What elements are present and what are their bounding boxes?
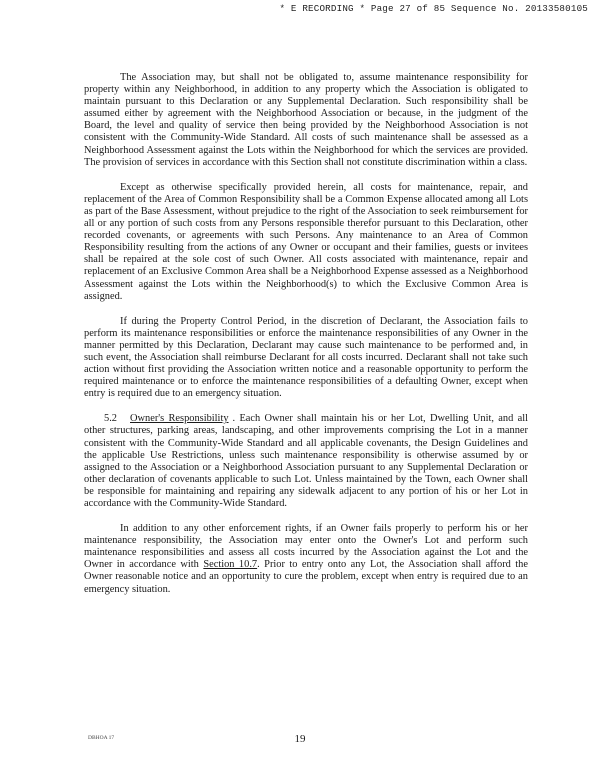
recording-header: * E RECORDING * Page 27 of 85 Sequence No. 20133580105 bbox=[279, 3, 588, 14]
section-title-period: . bbox=[232, 413, 236, 425]
paragraph-maintenance-costs: Except as otherwise specifically provided herein, all costs for maintenance, repair, and replacement of the Area of Common Responsibility shall be a Common Expense allocated among all Lots as part of the Base Assessment, without prejudice to the right of the Association to seek reimbursement for all or any portion of such costs from any Persons responsible therefor pursuant to this Declaration, other recorded covenants, or agreements with such Persons. Any maintenance to an Area of Common Responsibility resulting from the actions of any Owner or occupant and their families, guests or invitees shall be repaired at the sole cost of such Owner. All costs associated with maintenance, repair and replacement of an Exclusive Common Area shall be a Neighborhood Expense assessed as a Neighborhood Assessment against the Lots within the Neighborhood(s) to which the Exclusive Common Area is assigned. bbox=[84, 181, 528, 302]
section-number: 5.2 bbox=[104, 413, 117, 425]
paragraph-enforcement-rights bbox=[84, 523, 528, 596]
section-5-2-owners-responsibility bbox=[84, 413, 528, 510]
footer-document-code: DBHOA 17 bbox=[88, 735, 115, 741]
section-reference-10-7: Section 10.7 bbox=[203, 559, 258, 571]
section-title: Owner's Responsibility bbox=[130, 413, 229, 425]
paragraph-enforcement-text-1: In addition to any other enforcement rights, if an Owner fails properly to perform his or her maintenance responsibility, the Association may enter onto the Owner's Lot and perform such maintenance responsibilities and assess all costs incurred by the Association against the Lot and the Owner in accordance with bbox=[84, 523, 528, 571]
paragraph-association-maintenance: The Association may, but shall not be obligated to, assume maintenance responsibility for property within any Neighborhood, in addition to any property which the Association is obligated to maintain pursuant to this Declaration or any Supplemental Declaration. Such responsibility shall be assumed either by agreement with the Neighborhood Association or because, in the judgment of the Board, the level and quality of service then being provided by the Neighborhood Association is not consistent with the Community-Wide Standard. All costs of such maintenance shall be assessed as a Neighborhood Assessment against the Lots within the Neighborhood for which the services are provided. The provision of services in accordance with this Section shall not constitute discrimination within a class. bbox=[84, 72, 528, 168]
paragraph-enforcement-text-2: . Prior to entry onto any Lot, the Association shall afford the Owner reasonable notice and an opportunity to cure the problem, except when entry is required due to an emergency situation. bbox=[84, 559, 528, 595]
document-body bbox=[84, 72, 528, 609]
page-number: 19 bbox=[294, 733, 306, 745]
paragraph-property-control-period: If during the Property Control Period, in the discretion of Declarant, the Association fails to perform its maintenance responsibilities or enforce the maintenance responsibilities of any Owner in the manner permitted by this Declaration, Declarant may cause such maintenance to be performed and, in such event, the Association shall reimburse Declarant for all costs incurred. Declarant shall not take such action without first providing the Association written notice and a reasonable opportunity to perform the required maintenance or to enforce the maintenance responsibilities of a defaulting Owner, except when entry is required due to an emergency situation. bbox=[84, 315, 528, 400]
section-body: Each Owner shall maintain his or her Lot, Dwelling Unit, and all other structures, parking areas, landscaping, and other improvements comprising the Lot in a manner consistent with the Community-Wide Standard and all applicable covenants, the Design Guidelines and the applicable Use Restrictions, unless such maintenance responsibility is otherwise assumed by or assigned to the Association or a Neighborhood Association pursuant to any Supplemental Declaration or other declaration of covenants applicable to such Lot. Unless maintained by the Town, each Owner shall be responsible for maintaining and repairing any sidewalk adjacent to any portion of his or her Lot in accordance with the Community-Wide Standard. bbox=[84, 413, 528, 509]
